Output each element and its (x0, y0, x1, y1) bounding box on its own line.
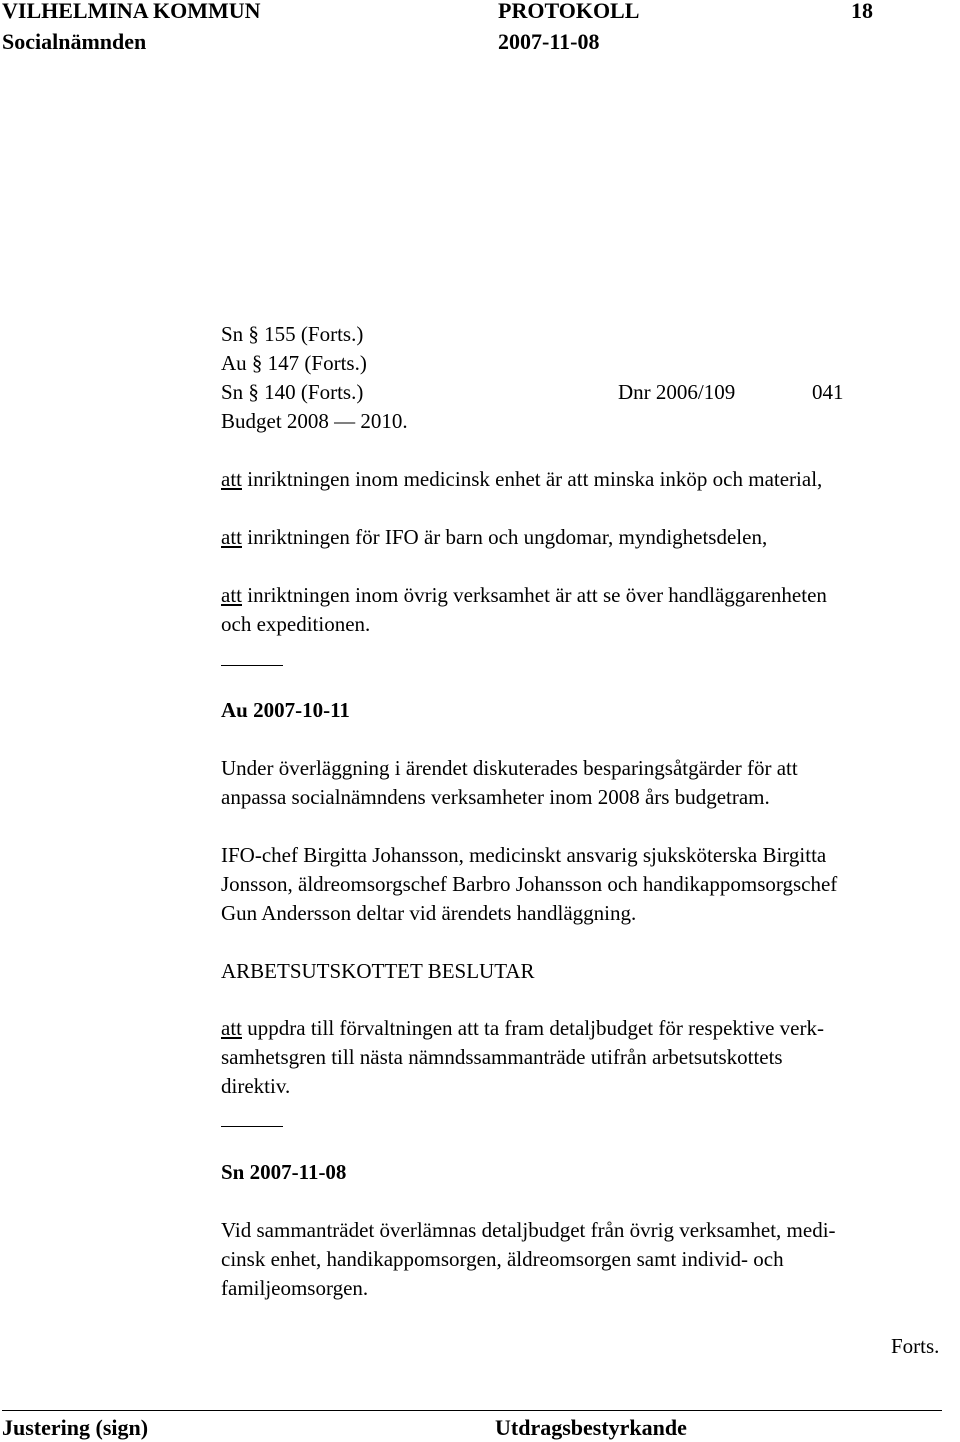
participants-line: IFO-chef Birgitta Johansson, medicinskt ansvarig sjuksköterska Birgitta (221, 843, 827, 867)
footer-certification-label: Utdragsbestyrkande (495, 1415, 687, 1440)
participants-line: Gun Andersson deltar vid ärendets handläggning. (221, 901, 637, 925)
committee-name: Socialnämnden (2, 29, 147, 54)
decision-line (221, 1014, 824, 1043)
list-item (221, 581, 827, 610)
continued-marker: Forts. (891, 1334, 940, 1358)
decision-line: direktiv. (221, 1074, 291, 1098)
protocol-date: 2007-11-08 (498, 29, 600, 54)
sn-heading: Sn 2007-11-08 (221, 1160, 347, 1184)
diary-number: Dnr 2006/109 (618, 380, 736, 404)
decision-text: uppdra till förvaltningen att ta fram detaljbudget för respektive verk- (242, 1016, 824, 1040)
subject-title: Budget 2008 — 2010. (221, 409, 408, 433)
au-heading: Au 2007-10-11 (221, 698, 350, 722)
sn-paragraph-line: familjeomsorgen. (221, 1276, 369, 1300)
list-item-continuation: och expeditionen. (221, 612, 371, 636)
list-item (221, 465, 822, 494)
list-item-text: inriktningen inom medicinsk enhet är att minska inköp och material, (242, 467, 823, 491)
sn-paragraph-line: cinsk enhet, handikappomsorgen, äldreomsorgen samt individ- och (221, 1247, 784, 1271)
reference-au-147: Au § 147 (Forts.) (221, 351, 367, 375)
footer-rule (2, 1410, 942, 1411)
decision-line: samhetsgren till nästa nämndssammanträde utifrån arbetsutskottets (221, 1045, 783, 1069)
document-type: PROTOKOLL (498, 0, 640, 23)
municipality-name: VILHELMINA KOMMUN (2, 0, 261, 23)
section-divider (221, 665, 283, 666)
participants-line: Jonsson, äldreomsorgschef Barbro Johansson och handikappomsorgschef (221, 872, 838, 896)
list-item-text: inriktningen för IFO är barn och ungdomar, myndighetsdelen, (242, 525, 768, 549)
au-paragraph-line: Under överläggning i ärendet diskuterades besparingsåtgärder för att (221, 756, 798, 780)
reference-sn-140: Sn § 140 (Forts.) (221, 380, 364, 404)
sn-paragraph-line: Vid sammanträdet överlämnas detaljbudget från övrig verksamhet, medi- (221, 1218, 836, 1242)
att-keyword: att (221, 583, 242, 607)
list-item-text: inriktningen inom övrig verksamhet är att se över handläggarenheten (242, 583, 827, 607)
att-keyword: att (221, 467, 242, 491)
page-number: 18 (851, 0, 873, 23)
footer-signature-label: Justering (sign) (2, 1415, 149, 1440)
att-keyword: att (221, 1016, 242, 1040)
att-keyword: att (221, 525, 242, 549)
reference-sn-155: Sn § 155 (Forts.) (221, 322, 364, 346)
section-divider (221, 1126, 283, 1127)
decision-heading: ARBETSUTSKOTTET BESLUTAR (221, 959, 535, 983)
diary-code: 041 (812, 380, 844, 404)
au-paragraph-line: anpassa socialnämndens verksamheter inom 2008 års budgetram. (221, 785, 770, 809)
list-item (221, 523, 767, 552)
